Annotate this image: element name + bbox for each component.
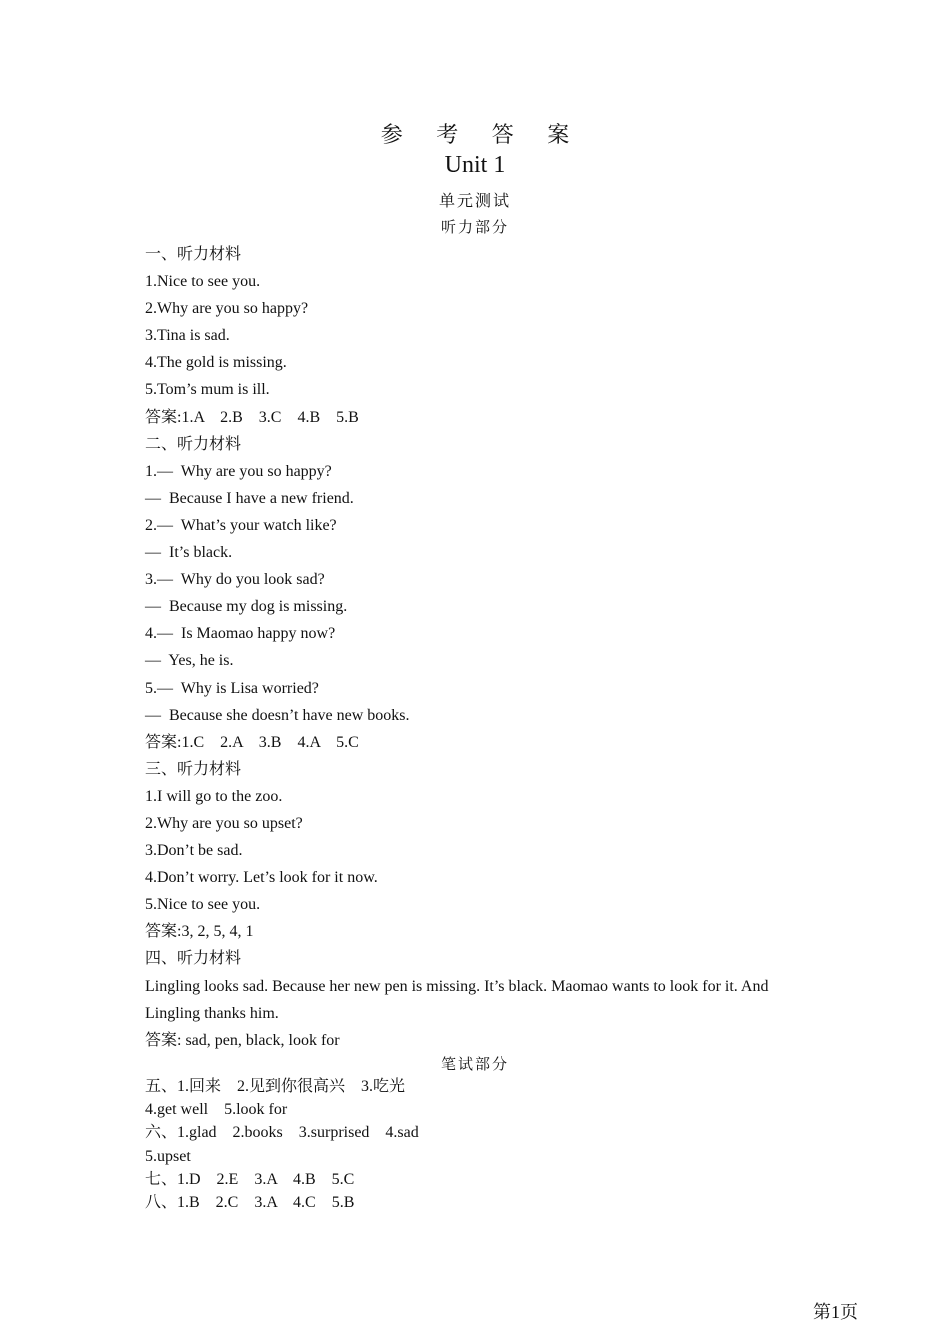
text-line: 4.Don’t worry. Let’s look for it now.: [145, 869, 378, 887]
text-line: 4.— Is Maomao happy now?: [145, 625, 336, 643]
text-line: 2.Why are you so upset?: [145, 814, 303, 832]
text-line: — Because my dog is missing.: [145, 598, 348, 616]
text-line: — Yes, he is.: [145, 652, 234, 670]
answer-line: 答案: sad, pen, black, look for: [145, 1031, 340, 1049]
text-line: — Because she doesn’t have new books.: [145, 706, 410, 724]
answer-line: 5.upset: [145, 1147, 191, 1165]
text-line: 5.Nice to see you.: [145, 896, 261, 914]
answer-line: 答案:3, 2, 5, 4, 1: [145, 923, 254, 941]
listening-section: [145, 241, 825, 1054]
page-title: 参 考 答 案: [380, 122, 584, 147]
text-line: 3.Don’t be sad.: [145, 842, 243, 860]
text-line: 3.— Why do you look sad?: [145, 571, 325, 589]
writing-section: [145, 1075, 825, 1214]
text-line: 1.Nice to see you.: [145, 273, 261, 291]
text-line: 四、听力材料: [145, 950, 242, 968]
writing-heading: 笔试部分: [440, 1057, 509, 1073]
text-line: 二、听力材料: [145, 435, 242, 453]
answer-line: 4.get well 5.look for: [145, 1101, 288, 1119]
text-line: 5.— Why is Lisa worried?: [145, 679, 319, 697]
listening-heading: 听力部分: [440, 220, 509, 236]
test-heading: 单元测试: [438, 193, 511, 210]
answer-line: 六、1.glad 2.books 3.surprised 4.sad: [145, 1124, 419, 1142]
text-line: 5.Tom’s mum is ill.: [145, 381, 270, 399]
answer-line: 答案:1.A 2.B 3.C 4.B 5.B: [145, 408, 359, 426]
answer-line: 八、1.B 2.C 3.A 4.C 5.B: [145, 1193, 355, 1211]
text-line: 一、听力材料: [145, 246, 242, 263]
paragraph-line: Lingling looks sad. Because her new pen is missing. It’s black. Maomao wants to look for it. And: [145, 977, 769, 995]
paragraph-line: Lingling thanks him.: [145, 1004, 279, 1022]
answer-line: 答案:1.C 2.A 3.B 4.A 5.C: [145, 733, 359, 751]
page-number: 第1页: [813, 1302, 858, 1322]
text-line: 1.I will go to the zoo.: [145, 787, 283, 805]
text-line: 3.Tina is sad.: [145, 327, 230, 345]
answer-line: 五、1.回来 2.见到你很高兴 3.吃光: [145, 1078, 406, 1095]
text-line: — Because I have a new friend.: [145, 489, 354, 507]
text-line: 2.Why are you so happy?: [145, 300, 309, 318]
text-line: 4.The gold is missing.: [145, 354, 287, 372]
text-line: — It’s black.: [145, 544, 233, 562]
text-line: 三、听力材料: [145, 760, 242, 778]
text-line: 1.— Why are you so happy?: [145, 462, 332, 480]
answer-line: 七、1.D 2.E 3.A 4.B 5.C: [145, 1170, 355, 1188]
unit-heading: Unit 1: [444, 152, 506, 178]
text-line: 2.— What’s your watch like?: [145, 516, 337, 534]
